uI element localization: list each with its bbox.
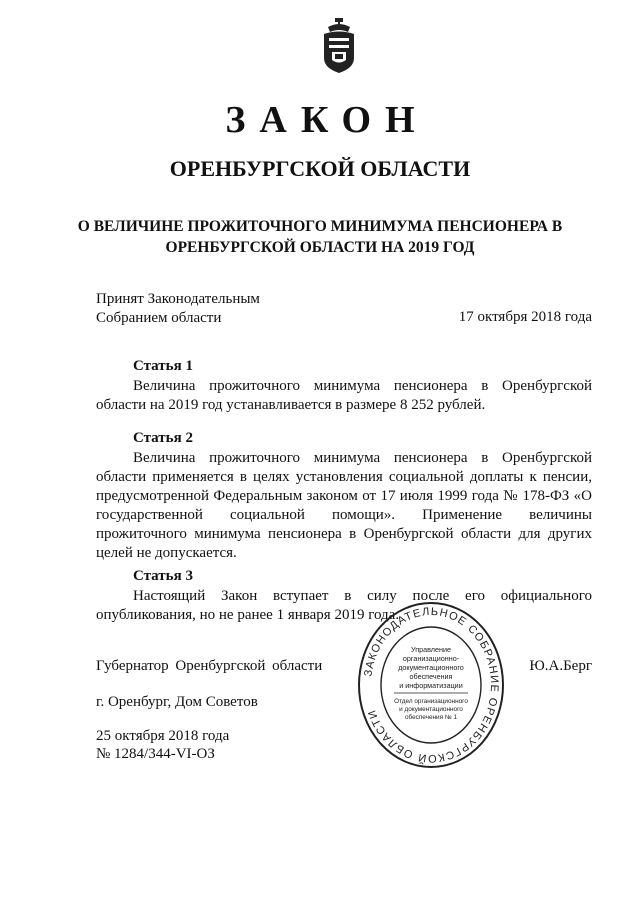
article-2-text: Величина прожиточного минимума пенсионера в Оренбургской области применяется в целях установления социальной доплаты к пенсии, предусмотренной Федеральным законом от 17 июля 1999 года № 178-ФЗ «О государственной социальной помощи». Применение величины прожиточного минимума пенсионера в Оренбургской области для других целей не допускается.: [96, 450, 592, 561]
official-seal-stamp: [356, 600, 506, 770]
law-subject-line-2: ОРЕНБУРГСКОЙ ОБЛАСТИ НА 2019 ГОД: [165, 239, 475, 256]
svg-text:Управление: Управление: [411, 645, 451, 654]
signing-place: г. Оренбург, Дом Советов: [96, 694, 258, 710]
article-2-heading: Статья 2: [133, 430, 193, 446]
adoption-line-2: Собранием области: [96, 310, 222, 326]
article-1-heading: Статья 1: [133, 358, 193, 374]
svg-text:обеспечения: обеспечения: [409, 672, 453, 681]
svg-text:и информатизации: и информатизации: [399, 681, 463, 690]
adoption-line-1: Принят Законодательным: [96, 291, 260, 307]
signing-details: [96, 727, 229, 763]
svg-text:Отдел организационного: Отдел организационного: [394, 698, 468, 705]
svg-text:обеспечения № 1: обеспечения № 1: [404, 714, 458, 721]
signing-date: 25 октября 2018 года: [96, 728, 230, 744]
article-3-heading: Статья 3: [133, 568, 193, 584]
law-region: ОРЕНБУРГСКОЙ ОБЛАСТИ: [169, 156, 471, 181]
svg-text:организационно-: организационно-: [402, 654, 460, 663]
law-title: ЗАКОН: [225, 99, 429, 141]
adoption-date: 17 октября 2018 года: [458, 309, 592, 325]
governor-title: Губернатор Оренбургской области: [96, 658, 323, 674]
svg-text:ЗАКОНОДАТЕЛЬНОЕ СОБРАНИЕ ОРЕНБ: ЗАКОНОДАТЕЛЬНОЕ СОБРАНИЕ ОРЕНБУРГСКОЙ ОБЛАСТИ: [362, 605, 501, 765]
article-3-text: Настоящий Закон вступает в силу после его официального опубликования, но не ранее 1 января 2019 года.: [96, 588, 592, 623]
law-subject-line-1: О ВЕЛИЧИНЕ ПРОЖИТОЧНОГО МИНИМУМА ПЕНСИОНЕРА В: [77, 218, 563, 235]
law-number: № 1284/344-VI-ОЗ: [96, 746, 215, 762]
governor-name: Ю.А.Берг: [529, 658, 592, 674]
article-1-text: Величина прожиточного минимума пенсионера в Оренбургской области на 2019 год устанавливается в размере 8 252 рублей.: [96, 378, 592, 413]
adoption-body: [96, 290, 260, 328]
svg-text:документационного: документационного: [398, 663, 464, 672]
svg-text:и документационного: и документационного: [399, 706, 463, 713]
coat-of-arms-emblem: [318, 18, 360, 74]
law-subject: [0, 216, 640, 258]
